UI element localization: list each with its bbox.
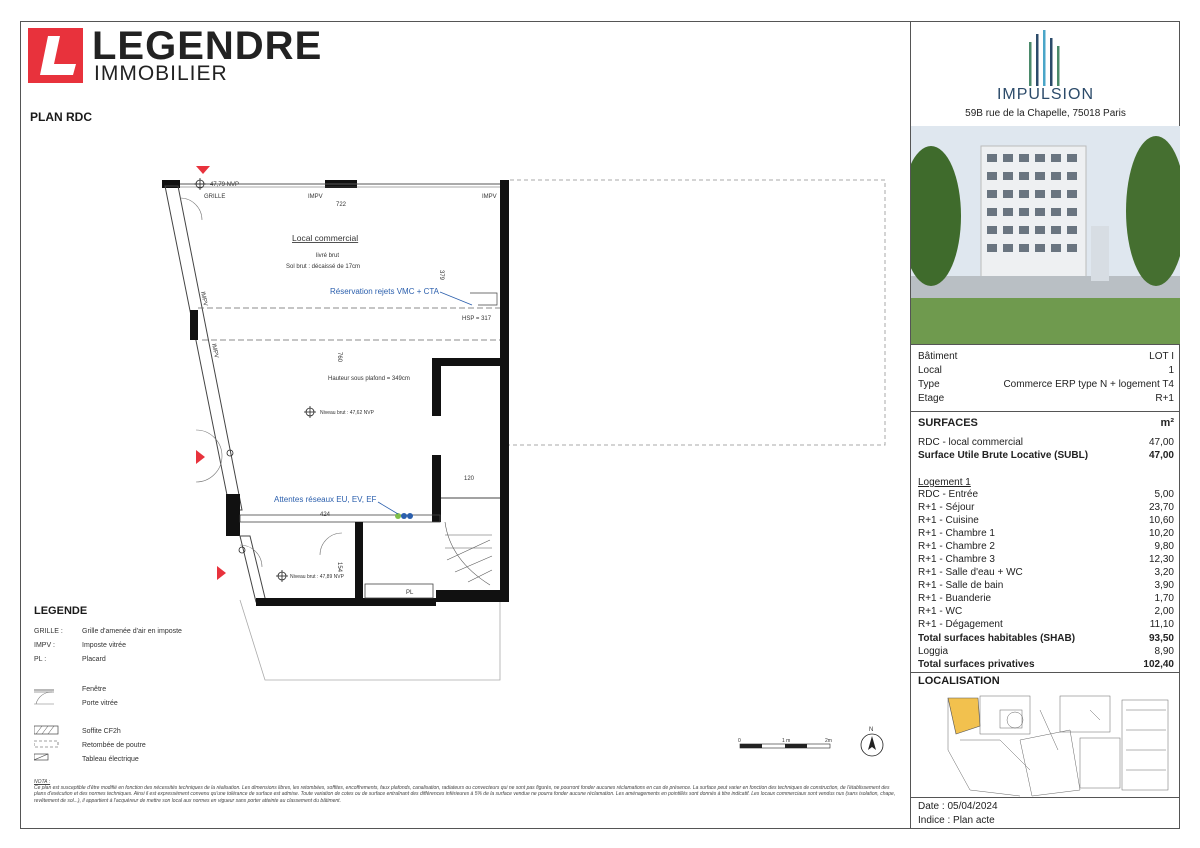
divider	[911, 344, 1180, 345]
surface-total-row: Total surfaces privatives 102,40	[918, 659, 1174, 670]
lower-outline	[240, 600, 500, 680]
wall	[432, 455, 441, 522]
annotation-arrow	[440, 292, 472, 305]
wall	[432, 358, 500, 366]
impv-label: IMPV	[308, 194, 323, 200]
legend-symbol-label: Porte vitrée	[82, 700, 118, 707]
access-marker-icon	[217, 566, 226, 580]
legend-symbols	[34, 684, 80, 764]
room-line2: Sol brut : décaissé de 17cm	[286, 264, 361, 270]
legend-item: GRILLE : Grille d'amenée d'air en imposte	[34, 628, 182, 635]
surface-row: R+1 - Cuisine 10,60	[918, 515, 1174, 526]
legend-symbol-label: Soffite CF2h	[82, 728, 121, 735]
plan-title: PLAN RDC	[30, 110, 92, 124]
facade	[240, 536, 266, 602]
grille-label: GRILLE	[204, 194, 226, 200]
network-point-icon	[407, 513, 413, 519]
nvp-top-label: 47,79 NVP	[210, 182, 240, 188]
dimension-label: 722	[336, 202, 347, 208]
svg-text:2m: 2m	[825, 738, 832, 744]
scale-bar	[738, 738, 832, 748]
legend-symbol-label: Tableau électrique	[82, 756, 139, 763]
niveau1-label: Niveau brut : 47,62 NVP	[320, 410, 374, 416]
reservation-label: Réservation rejets VMC + CTA	[330, 287, 439, 296]
brand-address: 59B rue de la Chapelle, 75018 Paris	[965, 108, 1126, 119]
info-row: Bâtiment LOT I	[918, 351, 1174, 362]
impv-label: IMPV	[210, 343, 219, 359]
surface-row: R+1 - Chambre 1 10,20	[918, 528, 1174, 539]
surface-row: R+1 - Chambre 3 12,30	[918, 554, 1174, 565]
surface-row: R+1 - Séjour 23,70	[918, 502, 1174, 513]
surface-row: R+1 - Salle de bain 3,90	[918, 580, 1174, 591]
impv-label: IMPV	[482, 194, 497, 200]
surface-row: RDC - Entrée 5,00	[918, 489, 1174, 500]
surface-row: R+1 - Buanderie 1,70	[918, 593, 1174, 604]
wall	[432, 358, 441, 416]
door-swing	[320, 533, 342, 555]
wall	[256, 598, 436, 606]
footer-date: Date : 05/04/2024	[918, 801, 998, 812]
legend-item: PL : Placard	[34, 656, 106, 663]
surfaces-header: SURFACES m²	[918, 417, 1174, 429]
wall	[436, 590, 509, 602]
network-point-icon	[401, 513, 407, 519]
wall	[355, 522, 363, 600]
wall	[226, 494, 240, 536]
brand-name: IMPULSION	[996, 86, 1094, 103]
info-row: Etage R+1	[918, 393, 1174, 404]
legend-symbol-label: Retombée de poutre	[82, 742, 146, 749]
wall	[500, 180, 509, 602]
placard-label: PL	[406, 590, 414, 596]
surface-total-row: Surface Utile Brute Locative (SUBL) 47,00	[918, 450, 1174, 461]
svg-text:N: N	[869, 727, 874, 733]
surface-row: R+1 - Dégagement 11,10	[918, 619, 1174, 630]
building-photo	[911, 126, 1180, 344]
neighbour-outline	[500, 180, 885, 445]
localisation-title: LOCALISATION	[918, 675, 1000, 687]
hauteur-label: Hauteur sous plafond = 349cm	[328, 376, 410, 382]
door-swing	[180, 198, 202, 220]
logo-line1: LEGENDRE	[92, 24, 323, 68]
divider	[911, 411, 1180, 412]
logement-title: Logement 1	[918, 477, 971, 488]
dimension-label: 379	[438, 270, 444, 281]
hsp-label: HSP = 317	[462, 316, 492, 322]
svg-text:1 m: 1 m	[782, 738, 791, 744]
surface-row: R+1 - WC 2,00	[918, 606, 1174, 617]
staircase	[445, 522, 492, 585]
legend-title: LEGENDE	[34, 605, 88, 617]
facade	[165, 186, 242, 510]
placard	[365, 584, 433, 598]
annotation-arrow	[378, 502, 398, 514]
niveau2-label: Niveau brut : 47,89 NVP	[290, 574, 344, 580]
room-line1: livré brut	[316, 253, 340, 259]
pillar	[190, 310, 198, 340]
surface-row: R+1 - Chambre 2 9,80	[918, 541, 1174, 552]
legend-item: IMPV : Imposte vitrée	[34, 642, 126, 649]
vmc-shaft	[470, 293, 497, 305]
north-arrow-icon	[861, 727, 883, 756]
room-title: Local commercial	[292, 233, 359, 243]
info-row: Type Commerce ERP type N + logement T4	[918, 379, 1174, 390]
impulsion-logo-icon	[1027, 30, 1063, 86]
divider	[911, 672, 1180, 673]
dimension-label: 760	[336, 352, 342, 363]
disclaimer-note: NOTA : Ce plan est susceptible d'être modifié en fonction des nécessités techniques de la réalisation. Les dimensions libres, les retombées, soffites, encoffrements, faux plafonds, canalisation, radiateurs ou convecteurs qui ne sont pas figurés, ne pourront fonder aucunes réclamations en cas de présence. La surface peut varier en fonction des techniques de construction, de l'établissement des plans d'exécution et des normes techniques. Ainsi il est expressément convenu qu'une tolérance de surface est admise. Toute variation de cotes ou de surface entraînant des différences inférieures à 5% de la surface vendue ne pourra fonder aucune réclamation. Les aménagements en pointillés sont donnés à titre indicatif. Les locaux commerciaux sont vendus nus (sans isolation, chape, revêtement de sol...), il appartient à l'acquéreur de mettre son local aux normes en vigueur sans porter atteinte au classement du bâtiment.	[34, 779, 896, 804]
svg-text:0: 0	[738, 738, 741, 744]
surface-row: RDC - local commercial 47,00	[918, 437, 1174, 448]
divider	[911, 797, 1180, 798]
dimension-label: 154	[336, 562, 342, 573]
legend-symbol-label: Fenêtre	[82, 686, 107, 693]
access-marker-icon	[196, 166, 210, 174]
info-row: Local 1	[918, 365, 1174, 376]
access-marker-icon	[196, 450, 205, 464]
logo-line2: IMMOBILIER	[94, 62, 228, 85]
surface-row: Loggia 8,90	[918, 646, 1174, 657]
attentes-label: Attentes réseaux EU, EV, EF	[274, 495, 377, 504]
localisation-map	[940, 690, 1172, 798]
surface-total-row: Total surfaces habitables (SHAB) 93,50	[918, 633, 1174, 644]
surface-row: R+1 - Salle d'eau + WC 3,20	[918, 567, 1174, 578]
dimension-label: 424	[320, 512, 331, 518]
dimension-label: 120	[464, 476, 475, 482]
footer-indice: Indice : Plan acte	[918, 815, 995, 826]
impv-label: IMPV	[199, 291, 208, 307]
